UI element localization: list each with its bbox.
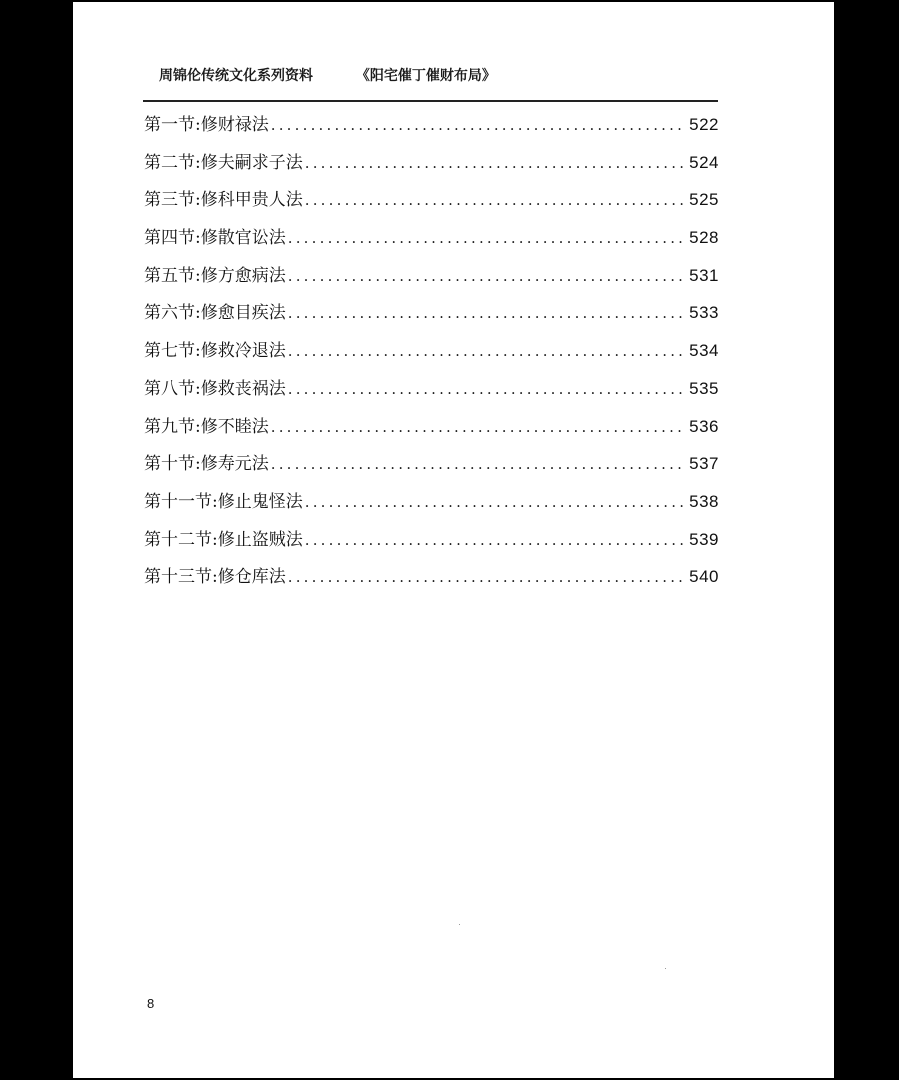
toc-entry-title: 第五节:修方愈病法	[144, 265, 286, 286]
toc-leader-dots	[305, 531, 685, 549]
toc-entry-title: 第四节:修散官讼法	[144, 228, 286, 249]
toc-entry-page: 540	[689, 567, 719, 587]
toc-leader-dots	[271, 116, 685, 134]
toc-entry	[144, 412, 719, 450]
toc-entry-page: 539	[689, 529, 719, 549]
toc-entry	[144, 185, 719, 223]
toc-entry	[144, 525, 719, 563]
toc-leader-dots	[288, 380, 685, 398]
toc-entry	[144, 298, 719, 336]
book-title: 《阳宅催丁催财布局》	[355, 68, 496, 84]
toc-entry-title: 第十三节:修仓库法	[144, 567, 286, 588]
table-of-contents	[144, 110, 719, 600]
toc-leader-dots	[288, 568, 685, 586]
toc-entry	[144, 336, 719, 374]
toc-entry-title: 第十节:修寿元法	[144, 454, 269, 475]
toc-entry-page: 537	[689, 454, 719, 474]
toc-entry	[144, 562, 719, 600]
toc-leader-dots	[271, 418, 685, 436]
page-number: 8	[147, 996, 155, 1011]
scan-speck	[459, 924, 460, 925]
toc-entry-page: 525	[689, 190, 719, 210]
document-page	[73, 2, 834, 1078]
toc-entry-page: 528	[689, 228, 719, 248]
toc-leader-dots	[305, 191, 685, 209]
toc-entry-page: 531	[689, 265, 719, 285]
toc-entry-page: 524	[689, 152, 719, 172]
toc-leader-dots	[305, 493, 685, 511]
toc-entry-title: 第八节:修救丧祸法	[144, 378, 286, 399]
toc-entry-page: 533	[689, 303, 719, 323]
running-header	[159, 65, 496, 85]
header-rule	[143, 100, 718, 102]
toc-entry	[144, 261, 719, 299]
toc-entry	[144, 374, 719, 412]
toc-entry-page: 538	[689, 491, 719, 511]
toc-entry-title: 第六节:修愈目疾法	[144, 303, 286, 324]
toc-entry-title: 第一节:修财禄法	[144, 115, 269, 135]
toc-entry-title: 第七节:修救冷退法	[144, 341, 286, 362]
toc-leader-dots	[271, 455, 685, 473]
toc-entry	[144, 148, 719, 186]
scan-speck	[665, 968, 666, 969]
toc-entry-title: 第十二节:修止盗贼法	[144, 529, 303, 550]
series-title: 周锦伦传统文化系列资料	[159, 68, 313, 84]
toc-leader-dots	[288, 267, 685, 285]
toc-entry	[144, 449, 719, 487]
toc-entry-page: 522	[689, 115, 719, 134]
toc-entry	[144, 487, 719, 525]
toc-entry-title: 第十一节:修止鬼怪法	[144, 491, 303, 512]
toc-entry-page: 534	[689, 341, 719, 361]
toc-entry-page: 535	[689, 378, 719, 398]
toc-entry	[144, 110, 719, 148]
toc-entry-title: 第九节:修不睦法	[144, 416, 269, 437]
toc-leader-dots	[288, 304, 685, 322]
toc-entry	[144, 223, 719, 261]
toc-leader-dots	[288, 342, 685, 360]
toc-entry-title: 第三节:修科甲贵人法	[144, 190, 303, 211]
toc-leader-dots	[305, 154, 685, 172]
toc-entry-title: 第二节:修夫嗣求子法	[144, 152, 303, 173]
toc-entry-page: 536	[689, 416, 719, 436]
toc-leader-dots	[288, 229, 685, 247]
